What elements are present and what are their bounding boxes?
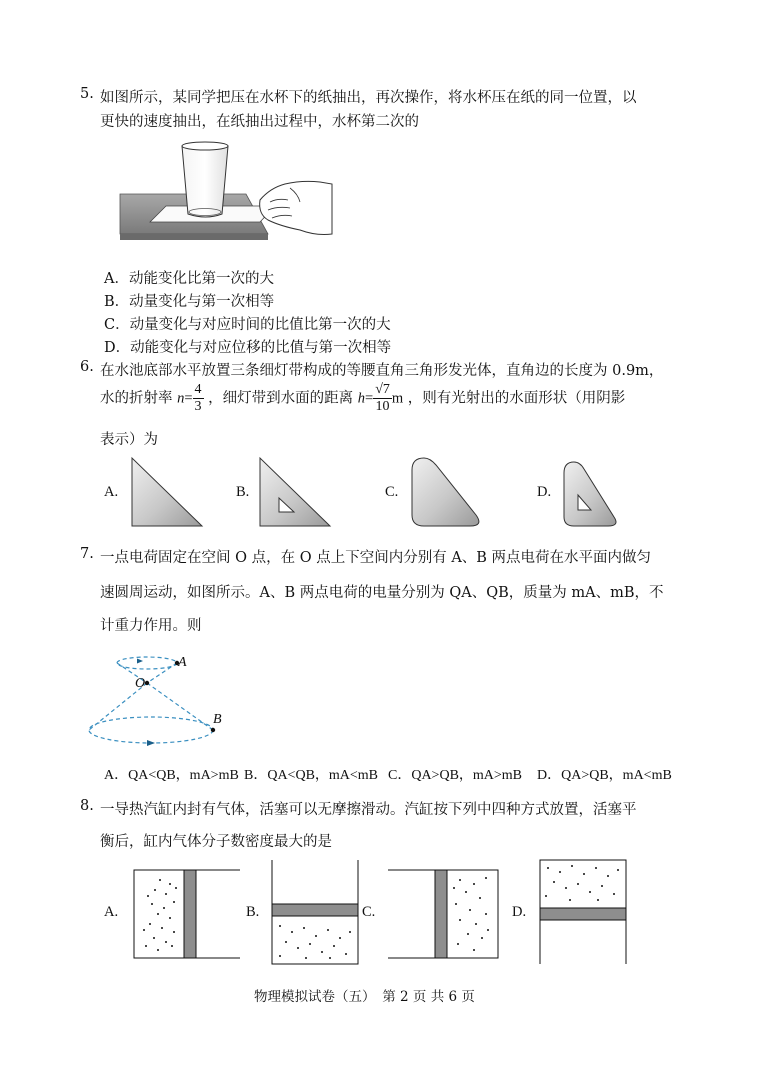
q7-upper-arrow-icon (137, 659, 143, 664)
q8-cylinder-c (388, 870, 498, 958)
q7-orbit-figure (85, 650, 245, 750)
q7-stem-line2: 速圆周运动，如图所示。A、B 两点电荷的电量分别为 QA、QB，质量为 mA、mB，不 (100, 585, 664, 601)
q6-shape-c (412, 458, 479, 526)
q6-n-fraction (193, 382, 204, 415)
q6-h-unit: m (391, 390, 404, 407)
q7-point-b (211, 728, 215, 732)
q6-label-c: C. (385, 484, 399, 500)
q6-h-numerator: √7 (375, 382, 390, 397)
q5-stem-line2: 更快的速度抽出，在纸抽出过程中，水杯第二次的 (100, 114, 419, 130)
q6-label-a: A. (104, 484, 119, 500)
q7-lower-orbit (89, 717, 213, 743)
q7-label-a: A (178, 655, 187, 670)
q6-number: 6. (80, 359, 94, 375)
q5-number: 5. (80, 86, 94, 102)
q6-shape-b (260, 458, 330, 526)
q8-stem-line2: 衡后，缸内气体分子数密度最大的是 (100, 834, 332, 850)
q8-stem-line1: 一导热汽缸内封有气体，活塞可以无摩擦滑动。汽缸按下列中四种方式放置，活塞平 (100, 802, 637, 818)
q6-stem-line2 (100, 382, 625, 415)
q6-line2-pre: 水的折射率 (100, 390, 173, 407)
q6-label-b: B. (236, 484, 250, 500)
q5-option-c: C．动量变化与对应时间的比值比第一次的大 (104, 317, 391, 333)
q6-options-figure (100, 455, 660, 531)
q7-stem-line3: 计重力作用。则 (100, 618, 202, 634)
q6-stem-line3: 表示）为 (100, 432, 158, 448)
q6-n-denominator: 3 (194, 399, 202, 414)
q6-line2-mid: ，细灯带到水面的距离 (208, 390, 354, 407)
q5-option-a: A．动能变化比第一次的大 (104, 271, 274, 287)
q6-stem-line1: 在水池底部水平放置三条细灯带构成的等腰直角三角形发光体，直角边的长度为 0.9m， (100, 363, 664, 379)
q6-h-eq: = (365, 390, 374, 407)
q7-upper-orbit (117, 657, 177, 669)
q7-option-c: C．QA>QB，mA>mB (388, 768, 523, 783)
q8-cylinder-d (540, 860, 626, 964)
page-footer: 物理模拟试卷（五） 第 2 页 共 6 页 (254, 989, 475, 1005)
q6-n-numerator: 4 (194, 382, 202, 397)
q6-n-eq: = (184, 390, 193, 407)
q7-option-b: B．QA<QB，mA<mB (244, 768, 379, 783)
q8-cylinders-figure (130, 858, 650, 968)
q7-stem-line1: 一点电荷固定在空间 O 点，在 O 点上下空间内分别有 A、B 两点电荷在水平面内做匀 (100, 550, 652, 566)
q6-shape-a (132, 458, 202, 526)
q8-number: 8. (80, 798, 94, 814)
q5-stem-line1: 如图所示，某同学把压在水杯下的纸抽出，再次操作，将水杯压在纸的同一位置，以 (100, 90, 637, 106)
q7-point-o (145, 681, 149, 685)
q6-label-d: D. (537, 484, 552, 500)
q8-label-b: B. (246, 904, 260, 920)
q7-label-o: O (135, 676, 146, 691)
q5-option-d: D．动能变化与对应位移的比值与第一次相等 (104, 340, 392, 356)
q8-cylinder-a (134, 870, 240, 958)
q8-label-d: D. (512, 904, 527, 920)
q7-number: 7. (80, 546, 94, 562)
q5-cup-paper-figure (120, 138, 340, 248)
q8-label-c: C. (362, 904, 376, 920)
q6-h-fraction (373, 382, 392, 415)
q7-label-b: B (213, 712, 222, 727)
q6-h-var: h (357, 390, 366, 407)
q8-label-a: A. (104, 904, 119, 920)
q7-option-d: D．QA>QB，mA<mB (537, 768, 672, 783)
q7-lower-arrow-icon (147, 740, 155, 746)
q8-cylinder-b (272, 860, 358, 964)
q6-line2-post: ，则有光射出的水面形状（用阴影 (407, 390, 626, 407)
q6-n-var: n (177, 390, 185, 407)
q6-h-denominator: 10 (375, 399, 390, 414)
q5-option-b: B．动量变化与第一次相等 (104, 294, 275, 310)
q6-shape-d (564, 462, 616, 526)
q7-option-a: A．QA<QB，mA>mB (104, 768, 239, 783)
